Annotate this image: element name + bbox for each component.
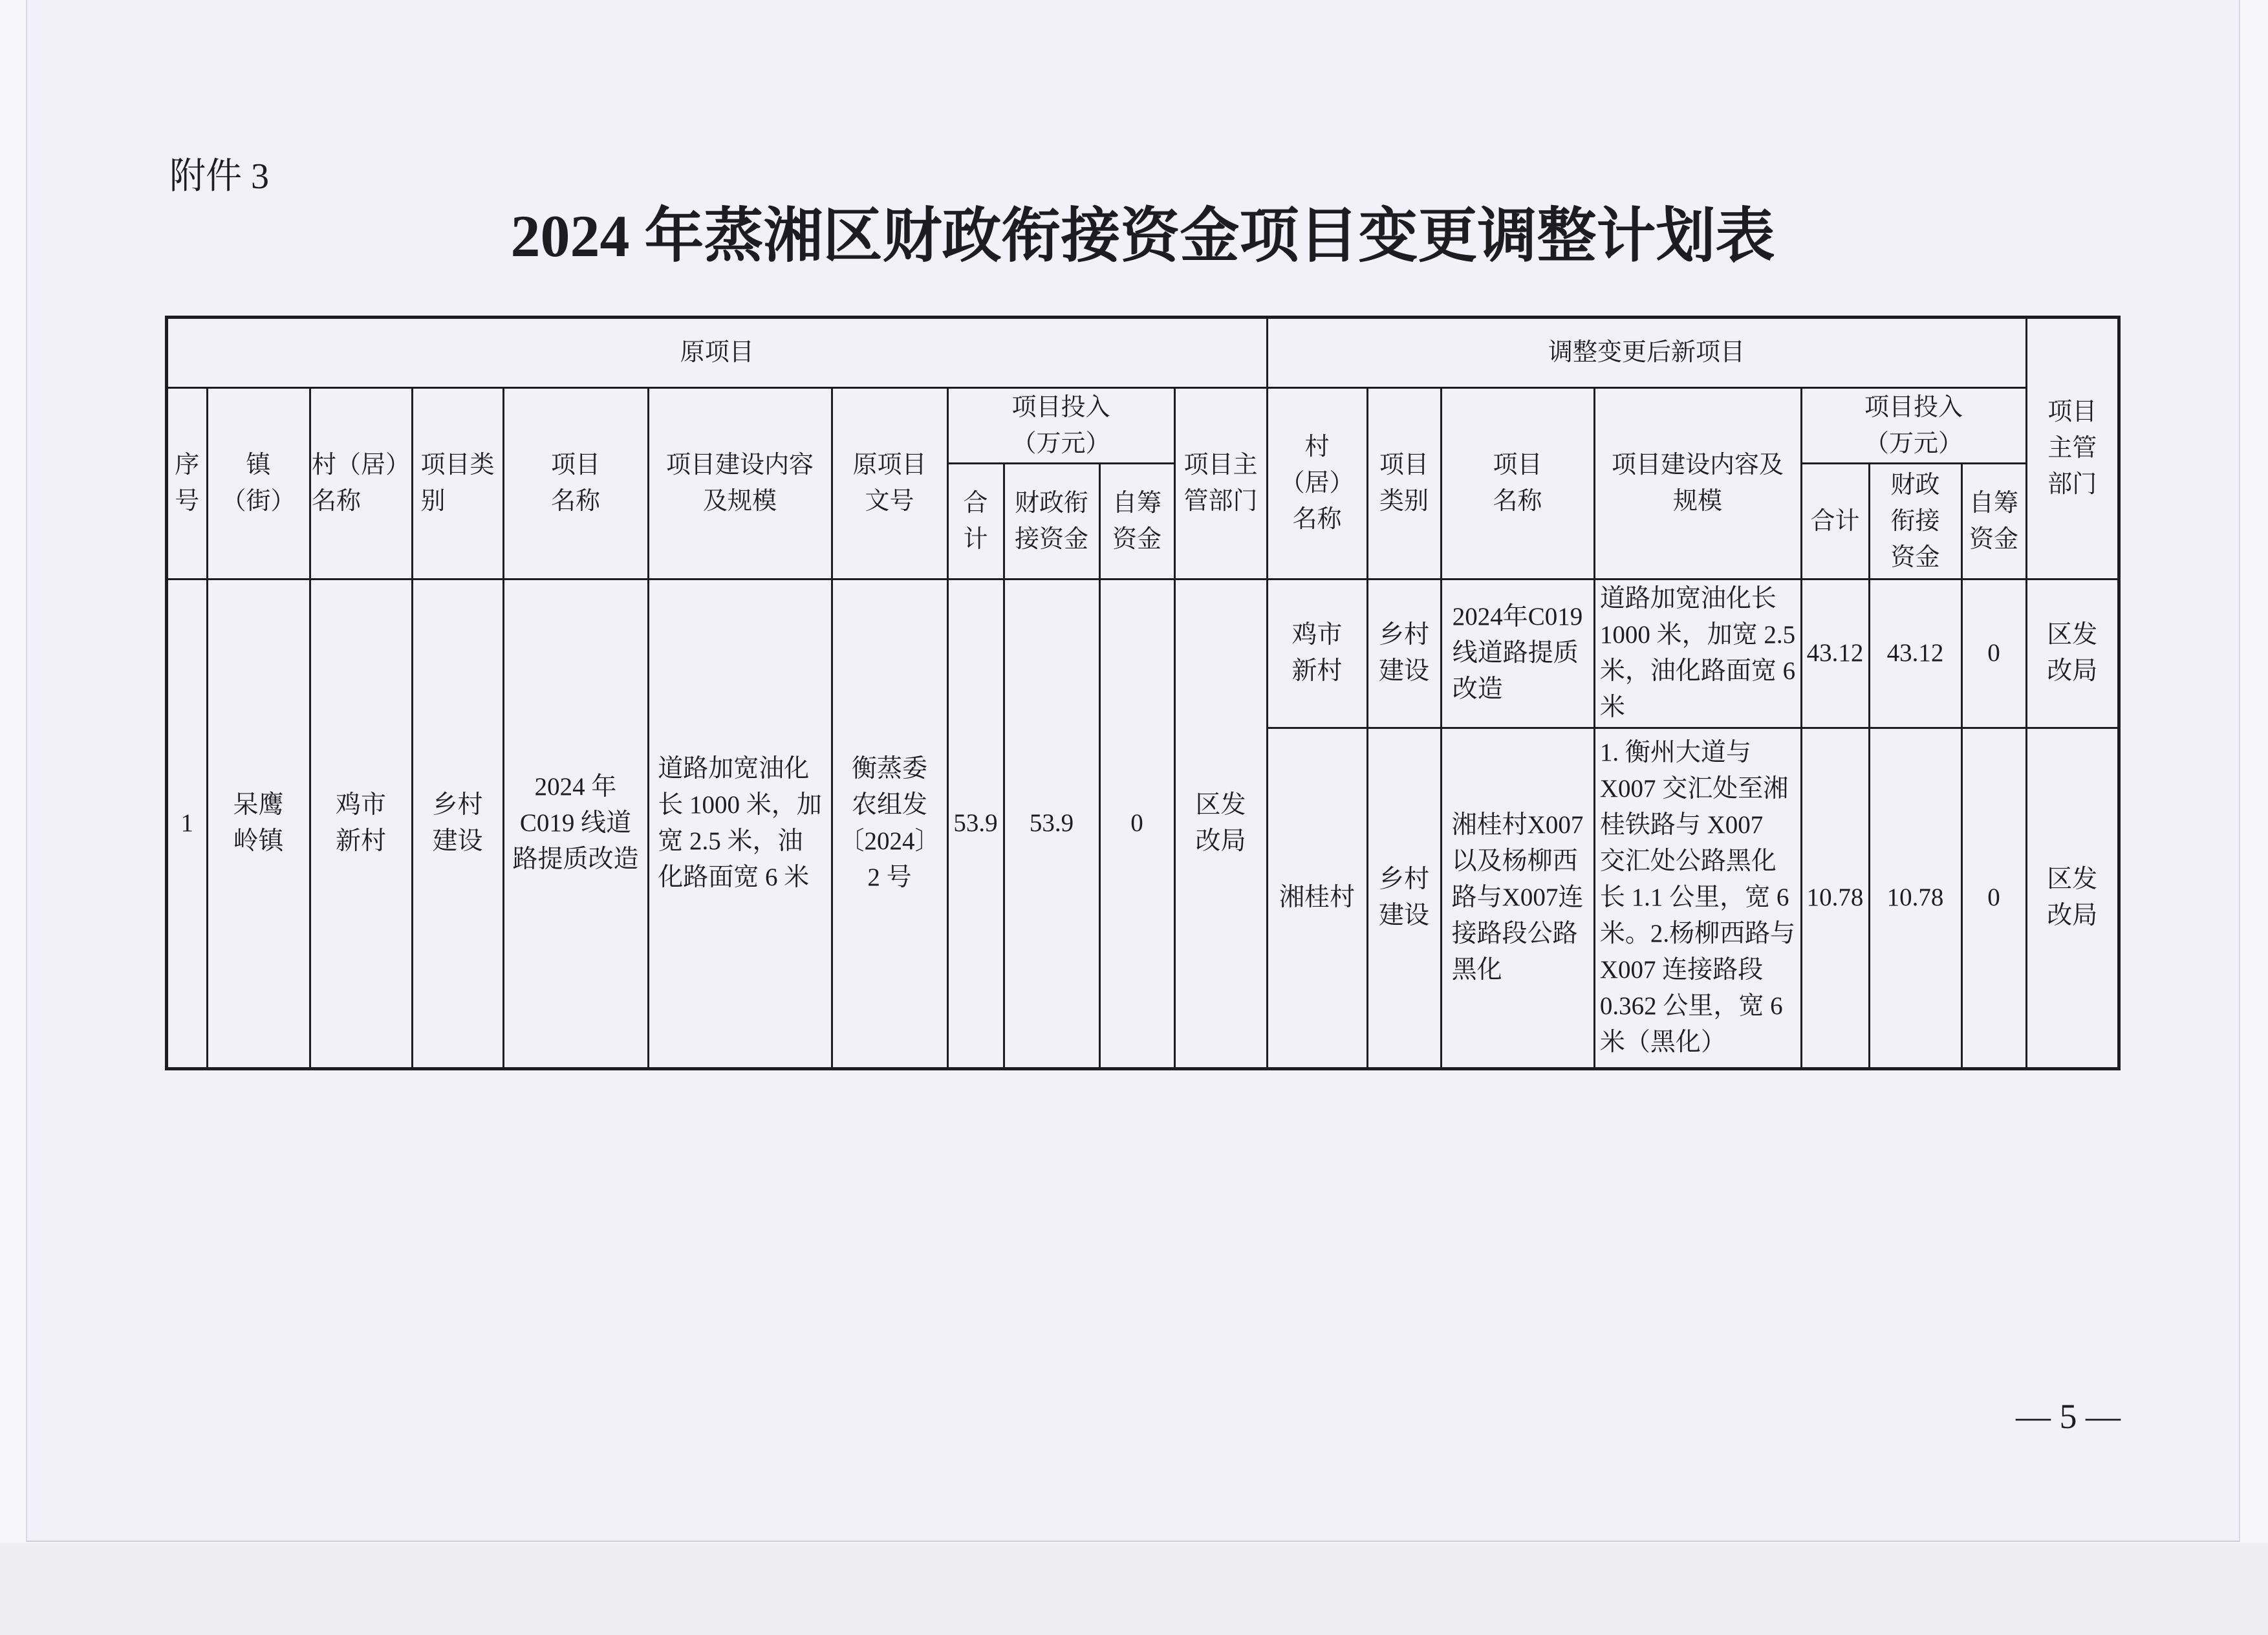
header-self-raised-funds: 自筹 资金 [1101, 464, 1174, 578]
cell-new-fiscal-funds: 10.78 [1870, 729, 1961, 1068]
cell-new-project-name: 2024年C019 线道路提质 改造 [1442, 580, 1593, 727]
cell-new-self-raised-funds: 0 [1963, 580, 2025, 727]
header-fiscal-funds: 财政衔 接资金 [1005, 464, 1099, 578]
cell-new-village: 湘桂村 [1268, 729, 1366, 1068]
cell-new-total: 43.12 [1802, 580, 1868, 727]
cell-project-content: 道路加宽油化 长 1000 米，加 宽 2.5 米，油 化路面宽 6 米 [649, 580, 831, 1068]
cell-self-raised-funds: 0 [1101, 580, 1174, 1068]
page-number: — 5 — [2016, 1397, 2121, 1436]
cell-new-category: 乡村 建设 [1368, 729, 1440, 1068]
cell-new-village: 鸡市 新村 [1268, 580, 1366, 727]
adjustment-plan-table [165, 316, 2121, 1070]
header-new-project-content: 项目建设内容及 规模 [1595, 389, 1800, 578]
cell-new-self-raised-funds: 0 [1963, 729, 2025, 1068]
header-total: 合 计 [949, 464, 1003, 578]
header-new-fiscal-funds: 财政 衔接 资金 [1870, 464, 1961, 578]
header-village: 村（居） 名称 [311, 389, 411, 578]
header-adjusted-project: 调整变更后新项目 [1268, 319, 2025, 387]
header-new-investment: 项目投入 （万元） [1802, 389, 2025, 462]
scanner-bed-margin [0, 1543, 2268, 1635]
header-town: 镇 （街） [208, 389, 309, 578]
header-department: 项目主 管部门 [1176, 389, 1266, 578]
header-category: 项目类 别 [413, 389, 502, 578]
cell-project-name: 2024 年 C019 线道 路提质改造 [504, 580, 647, 1068]
cell-village: 鸡市 新村 [311, 580, 411, 1068]
cell-new-project-name: 湘桂村X007 以及杨柳西 路与X007连 接路段公路 黑化 [1442, 729, 1593, 1068]
cell-new-category: 乡村 建设 [1368, 580, 1440, 727]
header-new-category: 项目 类别 [1368, 389, 1440, 578]
cell-total: 53.9 [949, 580, 1003, 1068]
header-adjusted-department: 项目 主管 部门 [2027, 319, 2118, 578]
header-new-project-name: 项目 名称 [1442, 389, 1593, 578]
attachment-label: 附件 3 [169, 157, 269, 197]
cell-seq: 1 [168, 580, 206, 1068]
header-original-project: 原项目 [168, 319, 1266, 387]
cell-new-project-content: 1. 衡州大道与 X007 交汇处至湘 桂铁路与 X007 交汇处公路黑化 长 1.1 公里，宽 6 米。2.杨柳西路与 X007 连接路段 0.362 公里，宽 6 米（黑化） [1595, 729, 1800, 1068]
cell-new-fiscal-funds: 43.12 [1870, 580, 1961, 727]
header-new-self-raised-funds: 自筹 资金 [1963, 464, 2025, 578]
document-title: 2024 年蒸湘区财政衔接资金项目变更调整计划表 [510, 203, 1775, 269]
header-new-village: 村 （居） 名称 [1268, 389, 1366, 578]
cell-new-total: 10.78 [1802, 729, 1868, 1068]
header-project-name: 项目 名称 [504, 389, 647, 578]
cell-doc-number: 衡蒸委 农组发 〔2024〕 2 号 [833, 580, 947, 1068]
cell-fiscal-funds: 53.9 [1005, 580, 1099, 1068]
header-doc-number: 原项目 文号 [833, 389, 947, 578]
cell-town: 呆鹰 岭镇 [208, 580, 309, 1068]
cell-new-project-content: 道路加宽油化长 1000 米，加宽 2.5 米，油化路面宽 6 米 [1595, 580, 1800, 727]
header-seq: 序 号 [168, 389, 206, 578]
cell-new-department: 区发 改局 [2027, 580, 2118, 727]
cell-department: 区发 改局 [1176, 580, 1266, 1068]
header-project-content: 项目建设内容 及规模 [649, 389, 831, 578]
header-investment: 项目投入 （万元） [949, 389, 1174, 462]
header-new-total: 合计 [1802, 464, 1868, 578]
cell-new-department: 区发 改局 [2027, 729, 2118, 1068]
cell-category: 乡村 建设 [413, 580, 502, 1068]
